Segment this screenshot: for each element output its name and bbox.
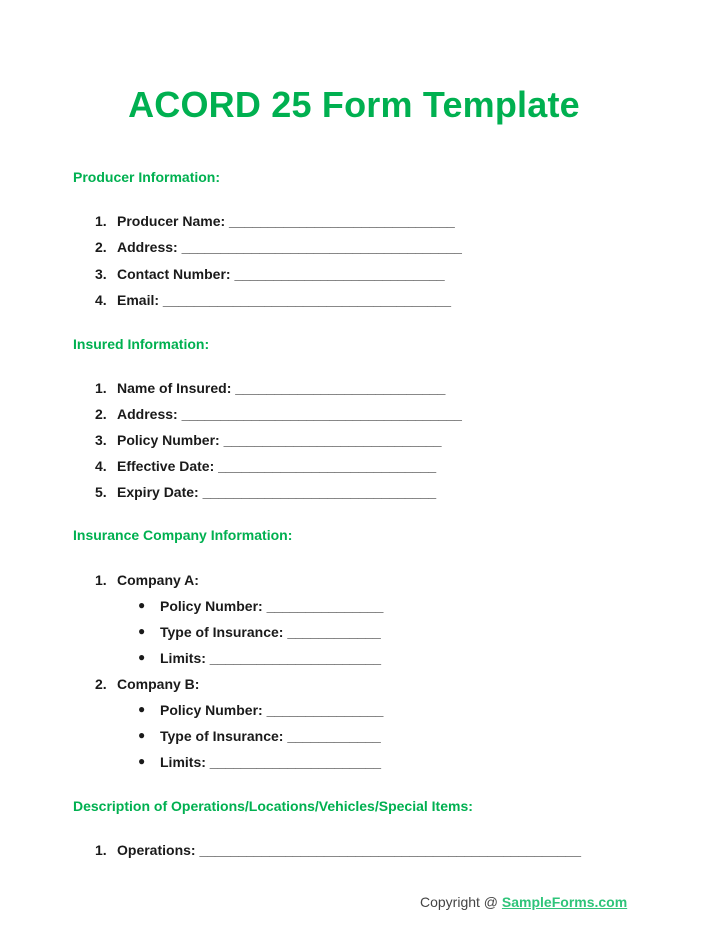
contact-number-field[interactable]: Contact Number: ___________________________ (117, 266, 445, 282)
company-a-policy-number-field[interactable]: Policy Number: _______________ (160, 598, 384, 614)
insured-address-field[interactable]: Address: ____________________________________ (117, 406, 462, 422)
company-b-label: Company B: (117, 676, 200, 692)
bullet-icon: ● (138, 702, 146, 716)
bullet-icon: ● (138, 624, 146, 638)
insured-name-field[interactable]: Name of Insured: ___________________________ (117, 380, 446, 396)
company-a-limits-field[interactable]: Limits: ______________________ (160, 650, 382, 666)
section-heading-insured: Insured Information: (73, 336, 210, 352)
producer-address-field[interactable]: Address: ____________________________________ (117, 239, 462, 255)
bullet-icon: ● (138, 650, 146, 664)
copyright-text: Copyright @ (420, 894, 502, 910)
sampleforms-link[interactable]: SampleForms.com (501, 894, 628, 910)
section-heading-insurance-company: Insurance Company Information: (73, 527, 293, 543)
company-b-policy-number-field[interactable]: Policy Number: _______________ (160, 702, 384, 718)
company-a-label: Company A: (117, 572, 199, 588)
company-b-limits-field[interactable]: Limits: ______________________ (160, 754, 382, 770)
company-b-type-of-insurance-field[interactable]: Type of Insurance: ____________ (160, 728, 381, 744)
page-title: ACORD 25 Form Template (128, 84, 580, 125)
bullet-icon: ● (138, 728, 146, 742)
section-heading-producer: Producer Information: (73, 169, 221, 185)
copyright-footer (420, 894, 627, 910)
section-heading-description: Description of Operations/Locations/Vehicles/Special Items: (73, 798, 473, 814)
company-a-type-of-insurance-field[interactable]: Type of Insurance: ____________ (160, 624, 381, 640)
effective-date-field[interactable]: Effective Date: ____________________________ (117, 458, 437, 474)
email-field[interactable]: Email: _____________________________________ (117, 292, 451, 308)
policy-number-field[interactable]: Policy Number: ____________________________ (117, 432, 442, 448)
bullet-icon: ● (138, 754, 146, 768)
operations-field[interactable]: Operations: _________________________________________________ (117, 842, 581, 858)
expiry-date-field[interactable]: Expiry Date: ______________________________ (117, 484, 437, 500)
producer-name-field[interactable]: Producer Name: _____________________________ (117, 213, 455, 229)
bullet-icon: ● (138, 598, 146, 612)
